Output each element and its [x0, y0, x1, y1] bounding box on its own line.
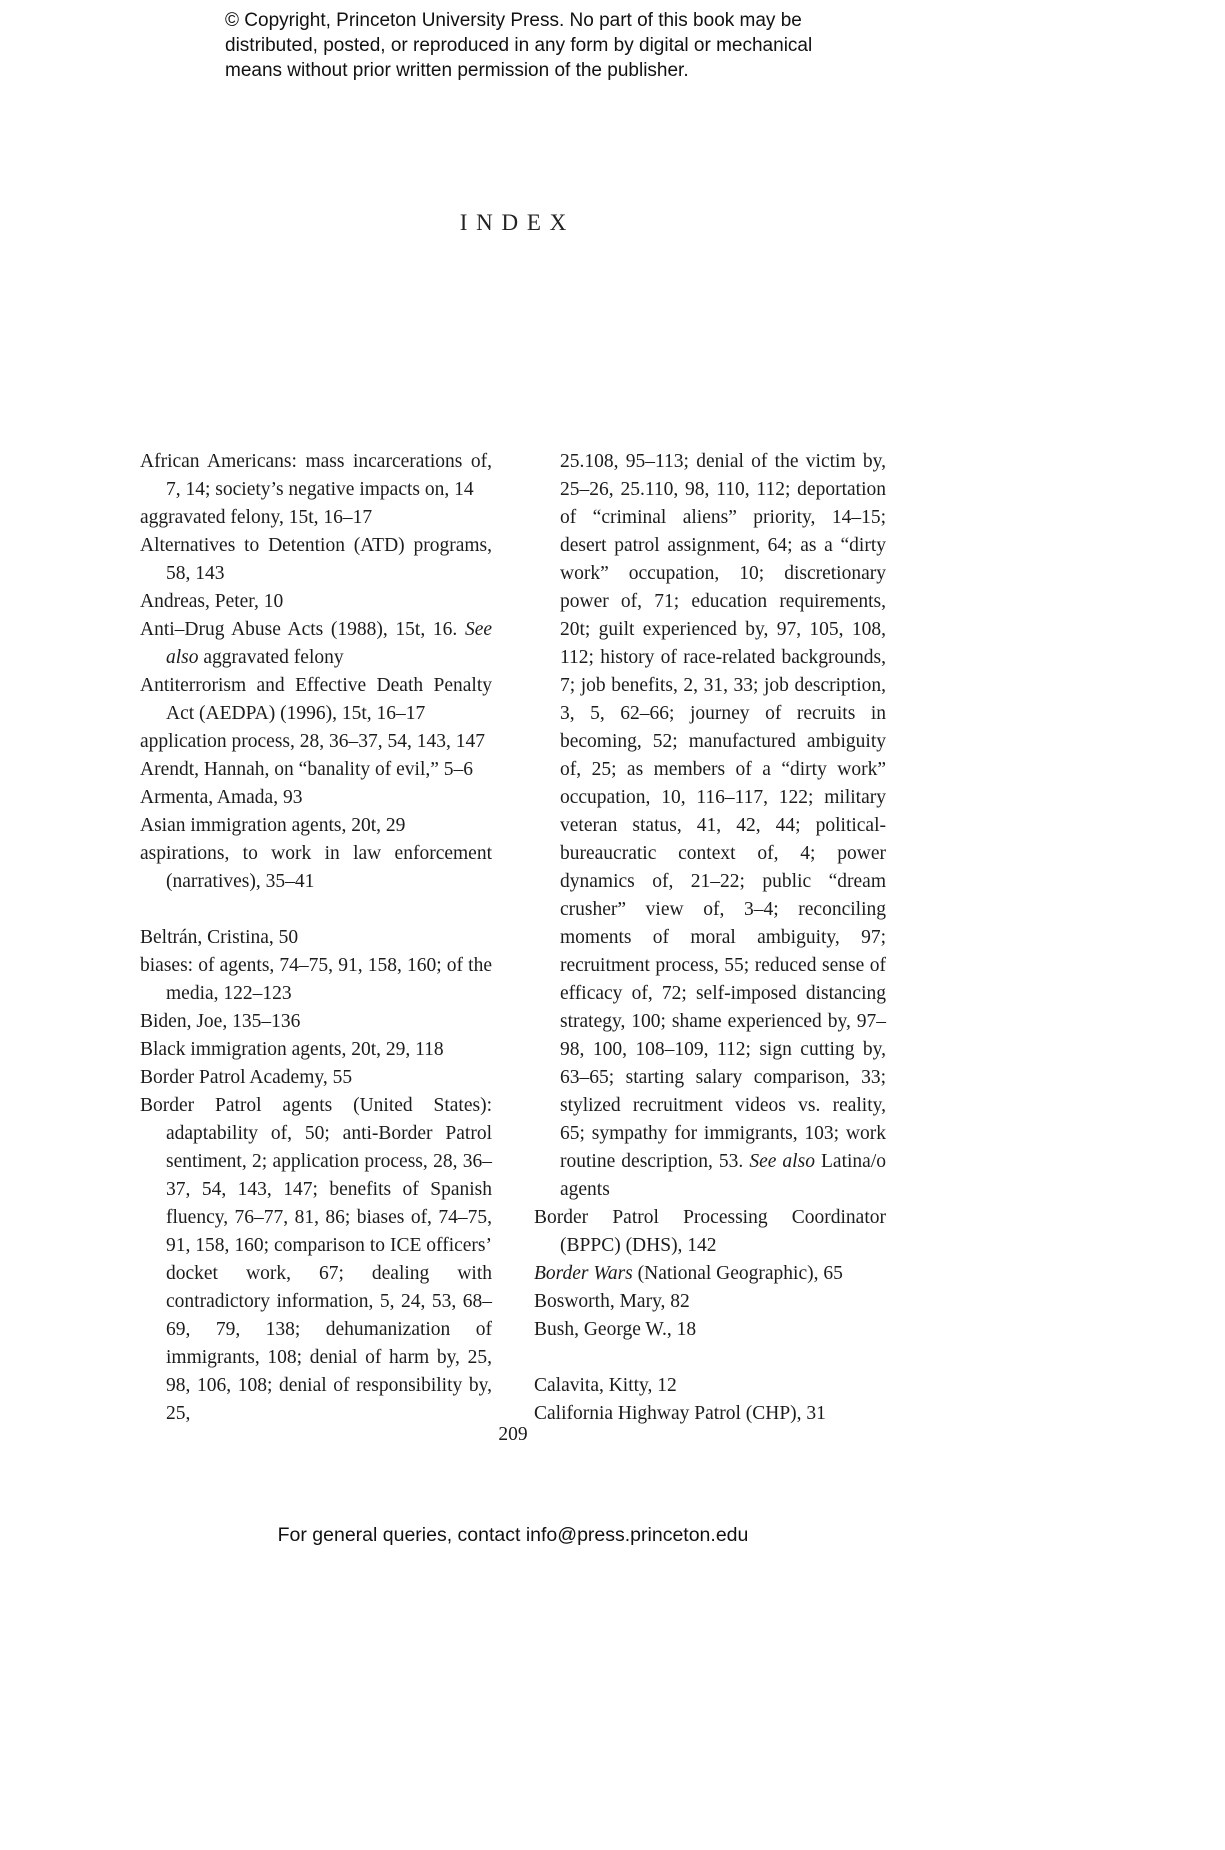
index-entry	[140, 1064, 492, 1092]
index-entry-text: Biden, Joe, 135–136	[140, 1011, 301, 1032]
index-entry-text: biases: of agents, 74–75, 91, 158, 160; of the media, 122–123	[140, 955, 492, 1004]
index-entry	[140, 840, 492, 896]
page-number: 209	[498, 1424, 528, 1445]
index-entry-text: Alternatives to Detention (ATD) programs, 58, 143	[140, 535, 492, 584]
index-entry-text: Bush, George W., 18	[534, 1319, 697, 1340]
index-entry-text: aggravated felony	[198, 647, 344, 668]
index-entry	[140, 448, 492, 504]
index-entry-text: 25.108, 95–113; denial of the victim by, 25–26, 25.110, 98, 110, 112; deportation of “criminal aliens” priority, 14–15; desert patrol assignment, 64; as a “dirty work” occupation, 10; discretionary power of, 71; education requirements, 20t; guilt experienced by, 97, 105, 108, 112; history of race-related backgrounds, 7; job benefits, 2, 31, 33; job description, 3, 5, 62–66; journey of recruits in becoming, 52; manufactured ambiguity of, 25; as members of a “dirty work” occupation, 10, 116–117, 122; military veteran status, 41, 42, 44; political-bureaucratic context of, 4; power dynamics of, 21–22; public “dream crusher” view of, 3–4; reconciling moments of moral ambiguity, 97; recruitment process, 55; reduced sense of efficacy of, 72; self-imposed distancing strategy, 100; shame experienced by, 97–98, 100, 108–109, 112; sign cutting by, 63–65; starting salary comparison, 33; stylized recruitment videos vs. reality, 65; sympathy for immigrants, 103; work routine description, 53.	[560, 451, 886, 1172]
index-entry-text: Bosworth, Mary, 82	[534, 1291, 690, 1312]
index-entry-text: Andreas, Peter, 10	[140, 591, 284, 612]
index-entry	[140, 812, 492, 840]
index-entry-text: Armenta, Amada, 93	[140, 787, 303, 808]
index-entry	[140, 1036, 492, 1064]
index-entry-text: African Americans: mass incarcerations of, 7, 14; society’s negative impacts on, 14	[140, 451, 492, 500]
index-column-right	[534, 448, 886, 1428]
index-entry	[534, 1260, 886, 1288]
index-entry-text: Border Patrol Academy, 55	[140, 1067, 353, 1088]
index-entry-text: Latina/o agents	[560, 1151, 886, 1200]
index-entry	[534, 1288, 886, 1316]
index-entry-text: Arendt, Hannah, on “banality of evil,” 5–6	[140, 759, 474, 780]
index-entry	[140, 784, 492, 812]
index-entry-text-italic: See also	[166, 619, 492, 668]
index-entry	[140, 756, 492, 784]
index-entry	[140, 952, 492, 1008]
index-entry	[534, 1372, 886, 1400]
index-columns	[140, 448, 886, 1428]
index-entry-text: Anti–Drug Abuse Acts (1988), 15t, 16.	[140, 619, 465, 640]
index-entry	[140, 672, 492, 728]
index-entry	[140, 532, 492, 588]
index-entry-text: application process, 28, 36–37, 54, 143, 147	[140, 731, 485, 752]
footer-query-note: For general queries, contact info@press.princeton.edu	[277, 1524, 749, 1546]
index-entry-text: (National Geographic), 65	[632, 1263, 843, 1284]
index-entry-text: California Highway Patrol (CHP), 31	[534, 1403, 826, 1424]
index-entry-text-italic: Border Wars	[534, 1263, 633, 1284]
copyright-notice: © Copyright, Princeton University Press. No part of this book may be distributed, posted, or reproduced in any form by digital or mechanical means without prior written permission of the publisher.	[225, 10, 813, 81]
index-entry	[140, 588, 492, 616]
index-entry	[140, 1008, 492, 1036]
index-entry	[140, 728, 492, 756]
index-entry	[140, 924, 492, 952]
index-entry-text: Border Patrol Processing Coordinator (BPPC) (DHS), 142	[534, 1207, 886, 1256]
index-entry	[140, 616, 492, 672]
index-entry	[140, 504, 492, 532]
index-entry	[534, 448, 886, 1204]
index-entry	[534, 1316, 886, 1344]
index-entry	[534, 1204, 886, 1260]
index-column-left	[140, 448, 492, 1428]
index-entry-text: aspirations, to work in law enforcement (narratives), 35–41	[140, 843, 492, 892]
index-entry-text: Asian immigration agents, 20t, 29	[140, 815, 406, 836]
index-entry-text: aggravated felony, 15t, 16–17	[140, 507, 373, 528]
index-entry-text: Border Patrol agents (United States): adaptability of, 50; anti-Border Patrol sentiment, 2; application process, 28, 36–37, 54, 143, 147; benefits of Spanish fluency, 76–77, 81, 86; biases of, 74–75, 91, 158, 160; comparison to ICE officers’ docket work, 67; dealing with contradictory information, 5, 24, 53, 68–69, 79, 138; dehumanization of immigrants, 108; denial of harm by, 25, 98, 106, 108; denial of responsibility by, 25,	[140, 1095, 492, 1424]
index-entry-text: Black immigration agents, 20t, 29, 118	[140, 1039, 444, 1060]
index-entry-text: Antiterrorism and Effective Death Penalty Act (AEDPA) (1996), 15t, 16–17	[140, 675, 492, 724]
index-entry-text: Calavita, Kitty, 12	[534, 1375, 677, 1396]
page-title: INDEX	[459, 210, 575, 235]
index-entry	[140, 1092, 492, 1428]
index-entry-text-italic: See also	[749, 1151, 815, 1172]
index-entry-text: Beltrán, Cristina, 50	[140, 927, 299, 948]
